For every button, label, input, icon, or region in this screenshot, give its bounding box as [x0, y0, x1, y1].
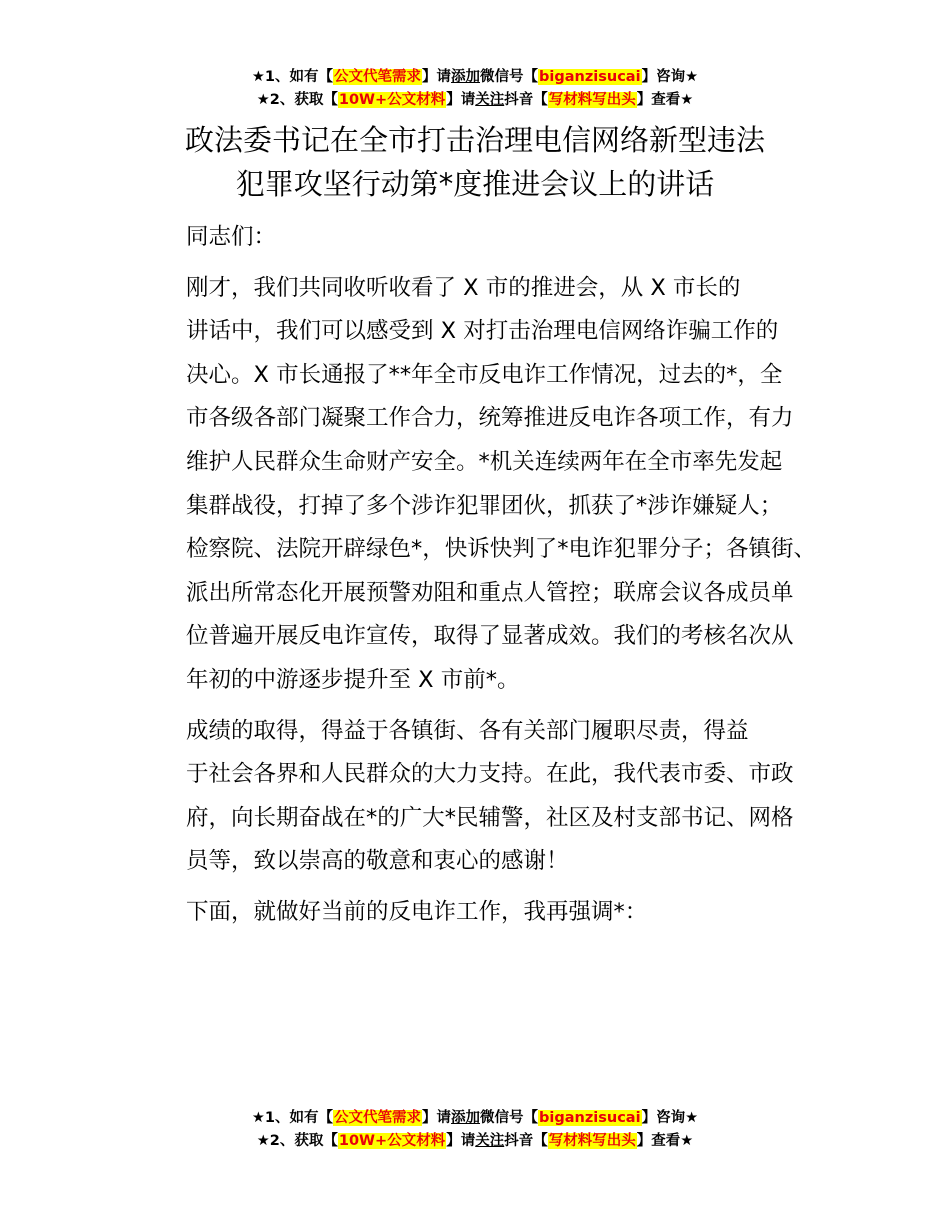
- highlight-douyin-id: 写材料写出头: [548, 92, 636, 108]
- paragraph-line: 员等，致以崇高的敬意和衷心的感谢！: [186, 848, 569, 875]
- document-body: [141, 216, 817, 935]
- paragraph-line: 年初的中游逐步提升至 X 市前*。: [186, 666, 520, 693]
- paragraph-line: 讲话中，我们可以感受到 X 对打击治理电信网络诈骗工作的: [186, 318, 779, 345]
- bottom-banner: [0, 1107, 950, 1153]
- highlight-wechat-id: biganzisucai: [539, 69, 641, 85]
- highlight-materials: 10W+公文材料: [338, 92, 446, 108]
- banner-text: 微信号【: [480, 1110, 539, 1126]
- paragraph-line: 市各级各部门凝聚工作合力，统筹推进反电诈各项工作，有力: [186, 405, 794, 432]
- banner-emphasis: 添加: [451, 69, 481, 85]
- title-line-2: 犯罪攻坚行动第*度推进会议上的讲话: [235, 167, 715, 201]
- highlight-douyin-id: 写材料写出头: [548, 1133, 636, 1149]
- paragraph-line: 位普遍开展反电诈宣传，取得了显著成效。我们的考核名次从: [186, 623, 794, 650]
- highlight-service: 公文代笔需求: [334, 1110, 422, 1126]
- banner-text: 】请: [422, 69, 452, 85]
- title-line-1: 政法委书记在全市打击治理电信网络新型违法: [184, 123, 765, 157]
- paragraph-line: 成绩的取得，得益于各镇街、各有关部门履职尽责，得益: [186, 717, 749, 744]
- banner-text: 微信号【: [480, 69, 539, 85]
- banner-text: ★2、获取【: [256, 1133, 338, 1149]
- highlight-materials: 10W+公文材料: [338, 1133, 446, 1149]
- banner-line-1: [0, 1107, 950, 1130]
- banner-text: 】咨询★: [641, 69, 699, 85]
- top-banner: [0, 66, 950, 112]
- banner-text: 】咨询★: [641, 1110, 699, 1126]
- paragraph-2: [141, 710, 813, 884]
- banner-line-2: [0, 89, 950, 112]
- paragraph-line: 检察院、法院开辟绿色*，快诉快判了*电诈犯罪分子；各镇街、: [186, 536, 817, 563]
- paragraph-1: [141, 267, 817, 703]
- banner-emphasis: 添加: [451, 1110, 481, 1126]
- banner-text: 】请: [446, 92, 476, 108]
- document-title: [0, 118, 950, 206]
- banner-text: 抖音【: [504, 1133, 548, 1149]
- banner-text: 抖音【: [504, 92, 548, 108]
- banner-text: 】查看★: [636, 1133, 694, 1149]
- banner-text: ★2、获取【: [256, 92, 338, 108]
- banner-line-1: [0, 66, 950, 89]
- salutation: 同志们：: [186, 224, 277, 250]
- banner-text: ★1、如有【: [251, 69, 334, 85]
- paragraph-line: 刚才，我们共同收听收看了 X 市的推进会，从 X 市长的: [186, 274, 741, 301]
- banner-text: ★1、如有【: [251, 1110, 334, 1126]
- highlight-service: 公文代笔需求: [334, 69, 422, 85]
- paragraph-line: 派出所常态化开展预警劝阻和重点人管控；联席会议各成员单: [186, 579, 794, 606]
- paragraph-3: 下面，就做好当前的反电诈工作，我再强调*：: [186, 898, 648, 925]
- paragraph-line: 集群战役，打掉了多个涉诈犯罪团伙，抓获了*涉诈嫌疑人；: [186, 492, 783, 519]
- banner-text: 】查看★: [636, 92, 694, 108]
- paragraph-line: 府，向长期奋战在*的广大*民辅警，社区及村支部书记、网格: [186, 804, 794, 831]
- banner-line-2: [0, 1130, 950, 1153]
- banner-text: 】请: [422, 1110, 452, 1126]
- highlight-wechat-id: biganzisucai: [539, 1110, 641, 1126]
- paragraph-line: 决心。X 市长通报了**年全市反电诈工作情况，过去的*，全: [186, 361, 783, 388]
- banner-emphasis: 关注: [475, 92, 505, 108]
- banner-text: 】请: [446, 1133, 476, 1149]
- banner-emphasis: 关注: [475, 1133, 505, 1149]
- paragraph-line: 维护人民群众生命财产安全。*机关连续两年在全市率先发起: [186, 448, 783, 475]
- paragraph-line: 于社会各界和人民群众的大力支持。在此，我代表市委、市政: [186, 761, 794, 788]
